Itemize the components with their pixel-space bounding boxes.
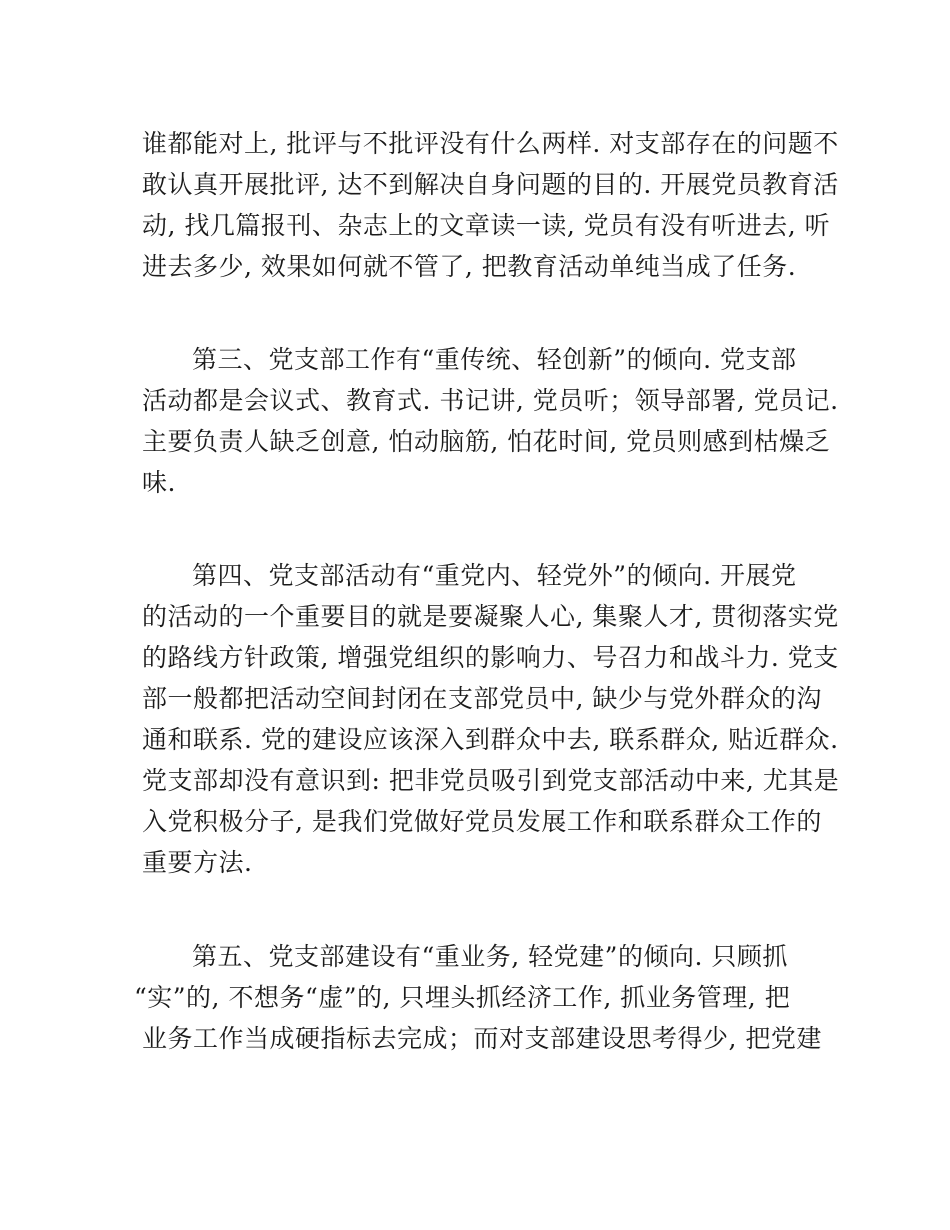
text-line: 敢认真开展批评, 达不到解决自身问题的目的. 开展党员教育活 xyxy=(142,170,839,199)
text-line: 第四、党支部活动有“重党内、轻党外”的倾向. 开展党 xyxy=(192,561,797,590)
text-line: 的路线方针政策, 增强党组织的影响力、号召力和战斗力. 党支 xyxy=(142,643,839,672)
text-line: 重要方法. xyxy=(142,848,253,877)
text-line: 业务工作当成硬指标去完成；而对支部建设思考得少, 把党建 xyxy=(142,1024,822,1053)
text-line: 的活动的一个重要目的就是要凝聚人心, 集聚人才, 贯彻落实党 xyxy=(142,602,839,631)
text-line: 味. xyxy=(142,468,176,497)
text-line: 部一般都把活动空间封闭在支部党员中, 缺少与党外群众的沟 xyxy=(142,684,822,713)
text-line: 动, 找几篇报刊、杂志上的文章读一读, 党员有没有听进去, 听 xyxy=(142,211,831,240)
text-line: “实”的, 不想务“虚”的, 只埋头抓经济工作, 抓业务管理, 把 xyxy=(134,983,791,1012)
text-line: 入党积极分子, 是我们党做好党员发展工作和联系群众工作的 xyxy=(142,807,822,836)
text-line: 通和联系. 党的建设应该深入到群众中去, 联系群众, 贴近群众. xyxy=(142,725,839,754)
text-line: 第三、党支部工作有“重传统、轻创新”的倾向. 党支部 xyxy=(192,345,797,374)
text-line: 主要负责人缺乏创意, 怕动脑筋, 怕花时间, 党员则感到枯燥乏 xyxy=(142,427,831,456)
text-line: 党支部却没有意识到: 把非党员吸引到党支部活动中来, 尤其是 xyxy=(142,766,840,795)
text-line: 进去多少, 效果如何就不管了, 把教育活动单纯当成了任务. xyxy=(142,252,797,281)
text-line: 第五、党支部建设有“重业务, 轻党建”的倾向. 只顾抓 xyxy=(192,942,788,971)
text-line: 活动都是会议式、教育式. 书记讲, 党员听；领导部署, 党员记. xyxy=(142,386,839,415)
text-line: 谁都能对上, 批评与不批评没有什么两样. 对支部存在的问题不 xyxy=(142,129,839,158)
